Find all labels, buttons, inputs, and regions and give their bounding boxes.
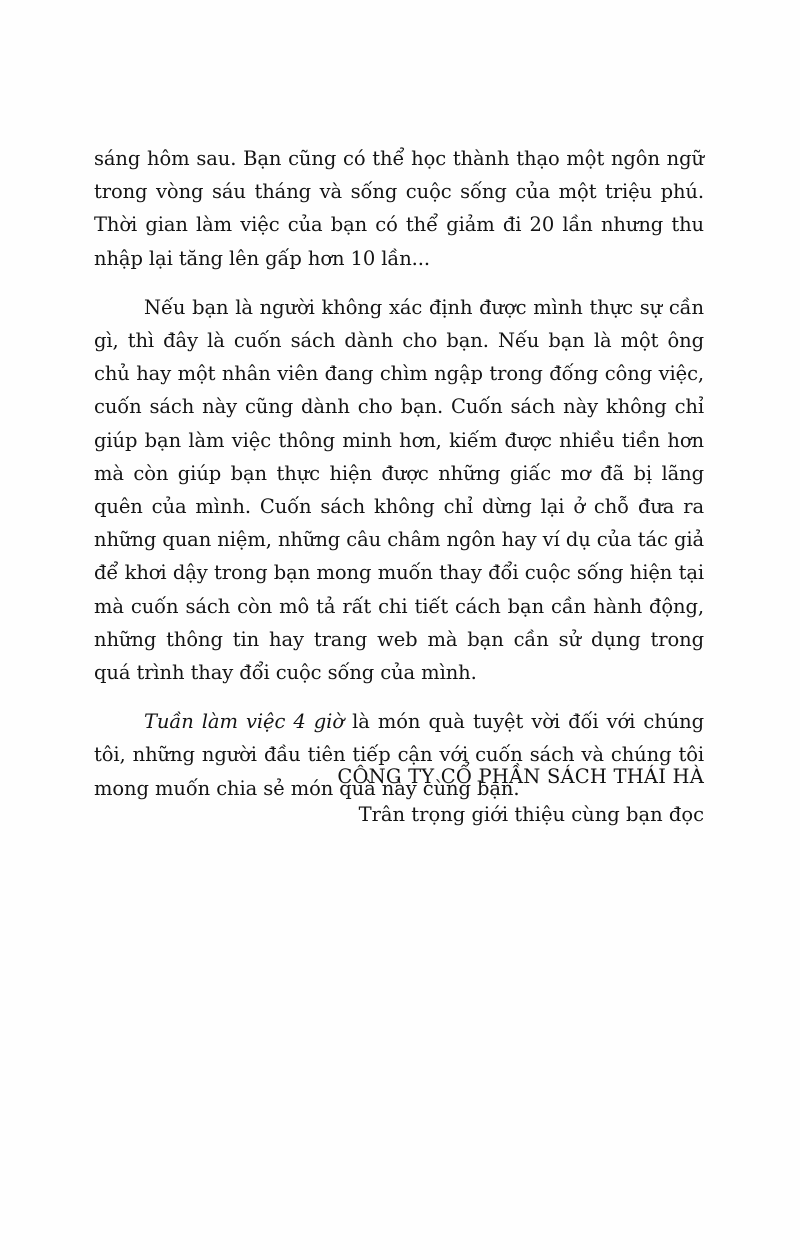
book-title: Tuần làm việc 4 giờ: [144, 710, 344, 734]
publisher-signature: [337, 758, 704, 834]
body-text: [94, 142, 704, 805]
paragraph-continuation: sáng hôm sau. Bạn cũng có thể học thành thạo một ngôn ngữ trong vòng sáu tháng và sống cuộc sống của một triệu phú. Thời gian làm việc của bạn có thể giảm đi 20 lần nhưng thu nhập lại tăng lên gấp hơn 10 lần...: [94, 147, 704, 270]
publisher-tagline: Trân trọng giới thiệu cùng bạn đọc: [358, 803, 704, 826]
publisher-name: CÔNG TY CỔ PHẦN SÁCH THÁI HÀ: [337, 765, 704, 788]
paragraph-gift-text: là món quà tuyệt vời đối với chúng tôi, những người đầu tiên tiếp cận với cuốn sách và chúng tôi mong muốn chia sẻ món quà này cùng bạn.: [94, 710, 704, 800]
paragraph-audience: Nếu bạn là người không xác định được mình thực sự cần gì, thì đây là cuốn sách dành cho bạn. Nếu bạn là một ông chủ hay một nhân viên đang chìm ngập trong đống công việc, cuốn sách này cũng dành cho bạn. Cuốn sách này không chỉ giúp bạn làm việc thông minh hơn, kiếm được nhiều tiền hơn mà còn giúp bạn thực hiện được những giấc mơ đã bị lãng quên của mình. Cuốn sách không chỉ dừng lại ở chỗ đưa ra những quan niệm, những câu châm ngôn hay ví dụ của tác giả để khơi dậy trong bạn mong muốn thay đổi cuộc sống hiện tại mà cuốn sách còn mô tả rất chi tiết cách bạn cần hành động, những thông tin hay trang web mà bạn cần sử dụng trong quá trình thay đổi cuộc sống của mình.: [94, 295, 704, 685]
